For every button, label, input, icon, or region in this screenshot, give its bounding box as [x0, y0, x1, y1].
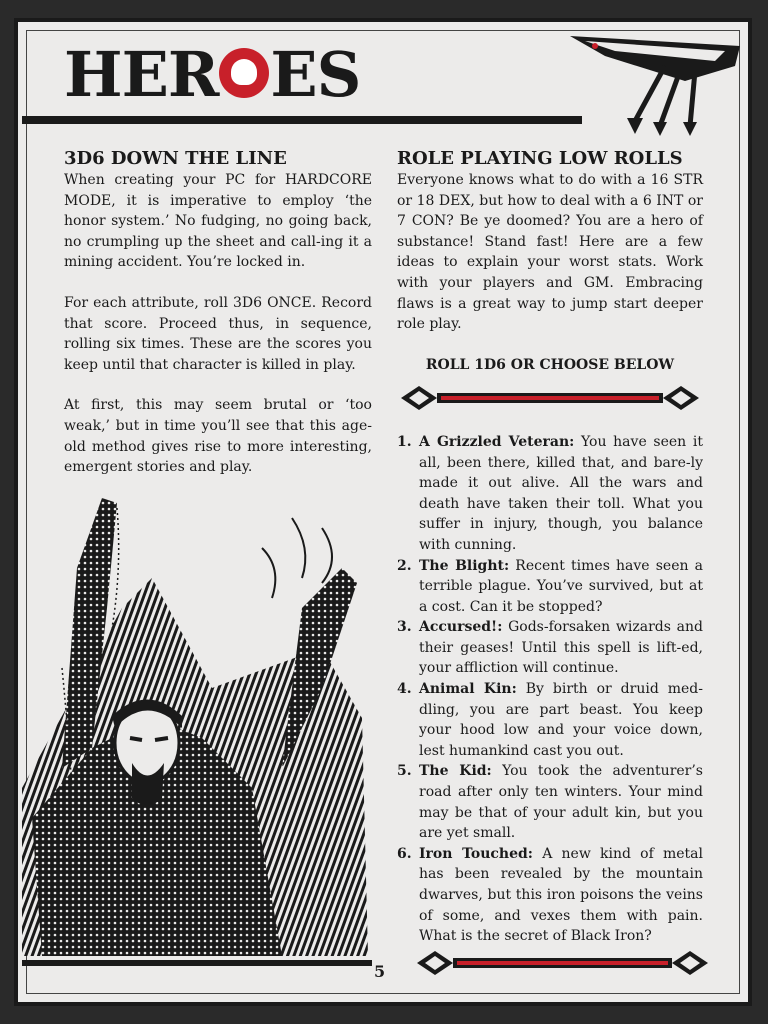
wizard-illustration — [22, 488, 368, 956]
list-item: 4. Animal Kin: By birth or druid med-dling, you are part beast. You keep your hood low and your voice down, lest humankind cast you out. — [397, 681, 703, 759]
skull-icon — [219, 48, 269, 98]
list-item: 6. Iron Touched: A new kind of metal has been revealed by the mountain dwarves, but this iron poisons the veins of some, and vexes them with pain. What is the secret of Black Iron? — [397, 845, 703, 945]
roll-subhead: ROLL 1D6 OR CHOOSE BELOW — [425, 356, 675, 373]
ornamental-divider-icon — [397, 383, 703, 413]
left-paragraph-3: At first, this may seem brutal or ‘too weak,’ but in time you’ll see that this age-old method gives rise to more interesting, emergent stories and play. — [64, 397, 372, 476]
left-column — [64, 148, 372, 498]
title-right: ES — [270, 38, 361, 111]
title-left: HER — [64, 38, 219, 111]
list-item: 1. A Grizzled Veteran: You have seen it all, been there, killed that, and bare-ly made it out alive. All the wars and death have taken their toll. What you suffer in injury, though, you balance with cunning. — [397, 433, 703, 553]
left-paragraph-1: When creating your PC for HARDCORE MODE, it is imperative to employ ‘the honor system.’ No fudging, no going back, no crumpling up the sheet and call-ing it a mining accident. You’re locked in. — [64, 172, 372, 271]
left-paragraph-2: For each attribute, roll 3D6 ONCE. Record that score. Proceed thus, in sequence, rolling six times. These are the scores you keep until that character is killed in play. — [64, 294, 372, 373]
list-item: 5. The Kid: You took the adventurer’s road after only ten winters. Your mind may be that of your adult kin, but you are yet small. — [397, 763, 703, 842]
right-heading: ROLE PLAYING LOW ROLLS — [397, 148, 683, 169]
spear-ornament-icon — [565, 26, 745, 136]
footer-divider-icon — [415, 948, 710, 978]
header-rule — [22, 116, 582, 124]
footer-rule — [22, 960, 372, 966]
list-item: 2. The Blight: Recent times have seen a terrible plague. You’ve survived, but at a cost. Can it be stopped? — [397, 557, 704, 615]
page-number: 5 — [374, 962, 386, 981]
list-item: 3. Accursed!: Gods-forsaken wizards and their geases! Until this spell is lift-ed, your affliction will continue. — [397, 619, 703, 677]
left-heading: 3D6 DOWN THE LINE — [64, 148, 287, 169]
right-intro: Everyone knows what to do with a 16 STR or 18 DEX, but how to deal with a 6 INT or 7 CON? Be ye doomed? You are a hero of substance! Stand fast! Here are a few ideas to explain your worst stats. Work with your players and GM. Embracing flaws is a great way to jump start deeper role play. — [397, 172, 703, 333]
page-title — [64, 38, 361, 111]
low-roll-list — [397, 432, 703, 947]
right-column — [397, 148, 703, 947]
